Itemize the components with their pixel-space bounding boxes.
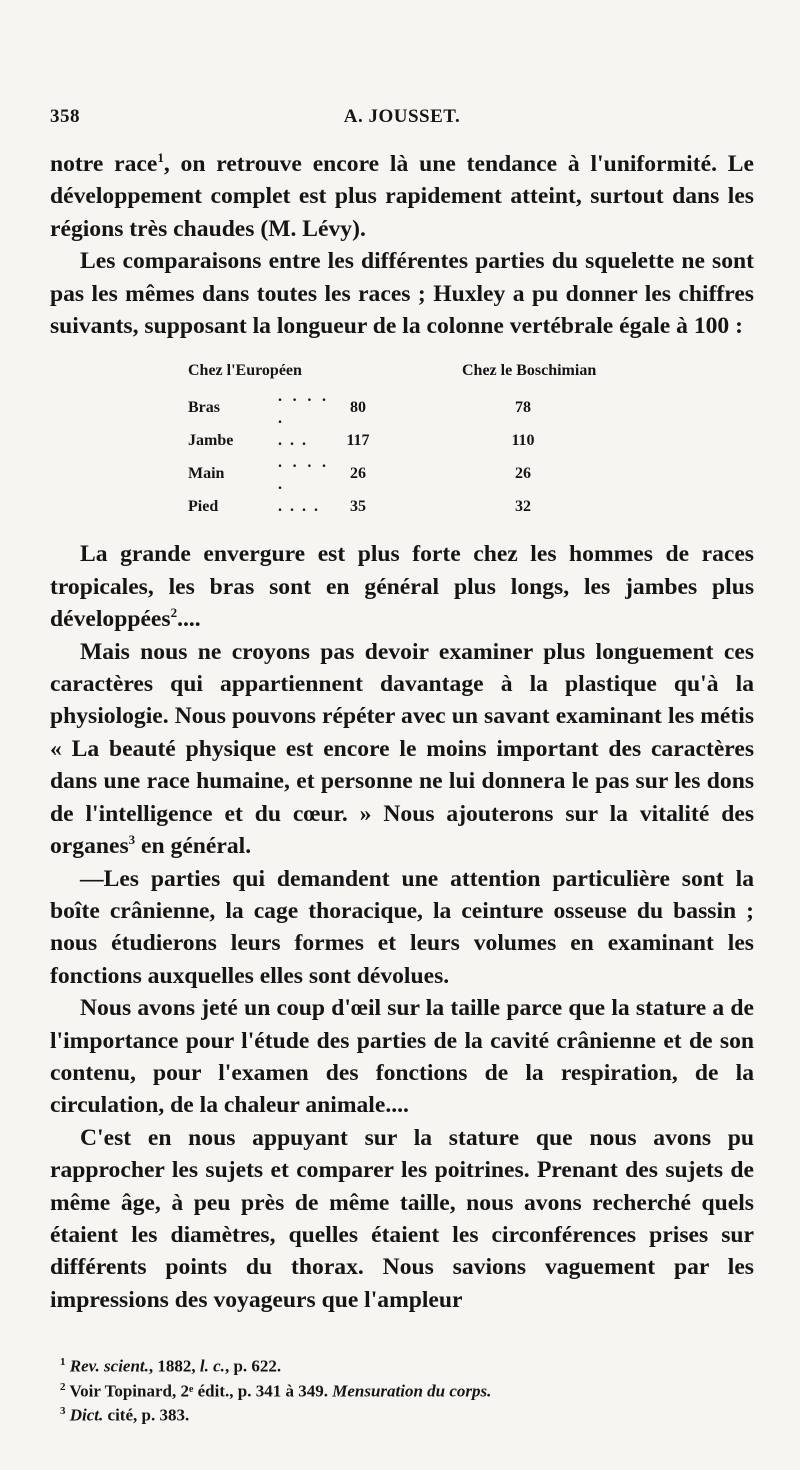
measurement-table — [188, 360, 618, 518]
paragraph-3 — [50, 538, 754, 635]
european-value: 80 — [350, 399, 366, 417]
row-leader: . . . — [278, 432, 308, 450]
boschimian-value: 32 — [515, 498, 531, 516]
table-row — [188, 430, 618, 452]
paragraph-2: Les comparaisons entre les différentes parties du squelette ne sont pas les mêmes dans toutes les races ; Huxley a pu donner les chiffres suivants, supposant la longueur de la colonne vertébrale égale à 100 : — [50, 248, 754, 340]
footnote-ref-1: 1 — [157, 150, 164, 166]
footnote-ref-2: 2 — [170, 605, 178, 621]
footnote-3 — [50, 1401, 754, 1426]
european-value: 26 — [350, 465, 366, 483]
row-leader: . . . . . — [278, 388, 328, 428]
footnote-number: 2 — [60, 1380, 66, 1393]
table-header-boschimian: Chez le Boschimian — [462, 362, 597, 380]
footnote-source: Rev. scient. — [69, 1356, 149, 1376]
boschimian-value: 110 — [511, 432, 535, 450]
paragraph-4 — [50, 636, 754, 863]
footnote-ref: l. c. — [199, 1356, 225, 1376]
row-label: Bras — [188, 399, 220, 417]
footnote-1 — [50, 1352, 754, 1377]
footnote-ref-3: 3 — [128, 832, 136, 848]
european-value: 117 — [346, 432, 370, 450]
paragraph-7: C'est en nous appuyant sur la stature que nous avons pu rapprocher les sujets et comparer les poitrines. Prenant des sujets de même âge, à peu près de même taille, nous avons recherché quels étaient les diamètres, quelles étaient les circonférences prises sur différents points du thorax. Nous savions vaguement par les impressions des voyageurs que l'ampleur — [50, 1124, 754, 1313]
paragraph-4-text: Mais nous ne croyons pas devoir examiner plus longuement ces caractères qui appartiennent davantage à la plastique qu'à la physiologie. Nous pouvons répéter avec un savant examinant les métis « La beauté physique est encore le moins important des caractères dans une race humaine, et personne ne lui donnera le pas sur les dons de l'intelligence et du cœur. » Nous ajouterons sur la vitalité des organes — [50, 638, 754, 860]
european-value: 35 — [350, 498, 366, 516]
row-leader: . . . . . — [278, 454, 328, 494]
footnote-text: cité, p. 383. — [103, 1405, 190, 1425]
row-label: Jambe — [188, 432, 234, 450]
footnote-source: Dict. — [69, 1405, 104, 1425]
running-head-author: A. JOUSSET. — [343, 106, 461, 127]
table-header-european: Chez l'Européen — [188, 362, 302, 380]
paragraph-4-text-cont: en général. — [135, 833, 252, 860]
body-text — [50, 148, 754, 1316]
footnote-number: 3 — [60, 1405, 66, 1418]
row-label: Pied — [188, 498, 219, 516]
row-leader: . . . . — [278, 498, 320, 516]
table-header-row — [188, 360, 618, 386]
paragraph-5: —Les parties qui demandent une attention particulière sont la boîte crânienne, la cage thoracique, la ceinture osseuse du bassin ; nous étudierons leurs formes et leurs volumes en examinant les fonctions auxquelles elles sont dévolues. — [50, 865, 754, 989]
footnotes — [50, 1352, 754, 1426]
footnote-page: , p. 622. — [224, 1356, 282, 1376]
footnote-text: Voir Topinard, 2ᵉ édit., p. 341 à 349. — [69, 1381, 333, 1401]
paragraph-1-text: notre race — [50, 151, 158, 177]
footnote-2 — [50, 1377, 754, 1402]
paragraph-6: Nous avons jeté un coup d'œil sur la taille parce que la stature a de l'importance pour l'étude des parties de la cavité crânienne et de son contenu, pour l'examen des fonctions de la respiration, de la circulation, de la chaleur animale.... — [50, 995, 754, 1119]
paragraph-3-text: La grande envergure est plus forte chez les hommes de races tropicales, les bras sont en général plus longs, les jambes plus développées — [50, 541, 754, 633]
table-row — [188, 386, 618, 430]
paragraph-1-text-cont: , on retrouve encore là une tendance à l'uniformité. Le développement complet est plus rapidement atteint, surtout dans les régions très chaudes (M. Lévy). — [50, 151, 754, 242]
page-number: 358 — [50, 106, 80, 127]
table-row — [188, 496, 618, 518]
footnote-title: Mensuration du corps. — [332, 1381, 492, 1401]
row-label: Main — [188, 465, 225, 483]
boschimian-value: 26 — [515, 465, 531, 483]
running-head — [50, 106, 754, 136]
footnote-number: 1 — [60, 1356, 66, 1368]
table-row — [188, 452, 618, 496]
footnote-text: , 1882, — [148, 1356, 200, 1376]
paragraph-1 — [50, 148, 754, 245]
paragraph-3-text-cont: .... — [177, 606, 201, 633]
boschimian-value: 78 — [515, 399, 531, 417]
